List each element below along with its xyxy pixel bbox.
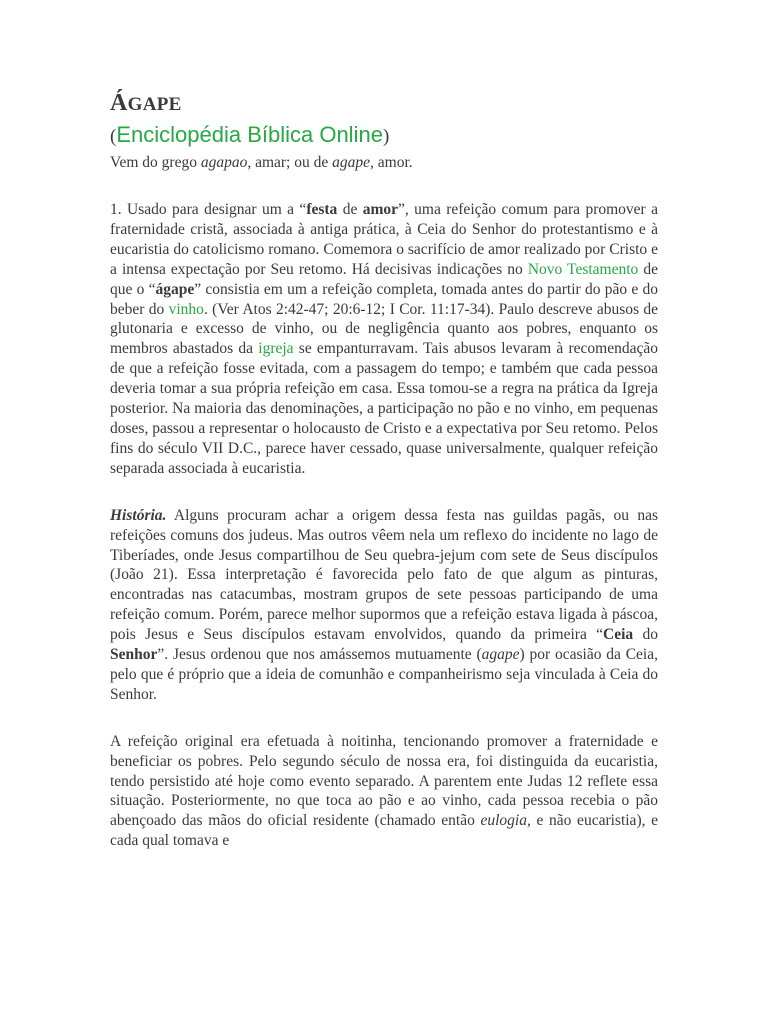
paren-close: ) xyxy=(382,126,390,147)
link-igreja[interactable]: igreja xyxy=(258,340,294,358)
paragraph-text: do xyxy=(633,626,658,644)
greek-term-agape: agape xyxy=(332,154,371,171)
paragraph-text: , e não eucaristia), e cada qual tomava e xyxy=(110,812,658,850)
article-title xyxy=(110,86,658,122)
term-agape-italic: agape xyxy=(481,646,520,664)
paragraph-text: ”, uma refeição comum para promover a fraternidade cristã, associada à antiga prática, à Ceia do Senhor do protestantismo e à eucaristia do catolicismo romano. Comemora o sacrifício de amor realizado por Cristo e a intensa expectação por Seu retomo. Há decisivas indicações no xyxy=(110,201,658,278)
link-vinho[interactable]: vinho xyxy=(168,300,204,318)
paragraph-text: de xyxy=(337,201,363,218)
term-festa: festa xyxy=(306,201,338,218)
paragraph-definition xyxy=(110,200,658,479)
term-ceia: Ceia xyxy=(603,626,634,644)
title-rest: GAPE xyxy=(127,94,182,115)
term-agape: ágape xyxy=(155,280,195,298)
history-label: História. xyxy=(110,506,167,524)
paragraph-text: . (Ver Atos 2:42-47; 20:6-12; I Cor. 11:17-34). Paulo descreve abusos de glutonaria e excesso de vinho, ou de negligência quanto aos pobres, enquanto os membros abastados da xyxy=(110,300,659,358)
title-initial: Á xyxy=(110,90,128,116)
paragraph-history xyxy=(110,506,658,705)
paren-open: ( xyxy=(110,126,117,147)
term-senhor: Senhor xyxy=(110,646,158,664)
paragraph-text: se empanturravam. Tais abusos levaram à recomendação de que a refeição fosse evitada, com a passagem do tempo; e também que cada pessoa deveria tomar a sua própria refeição em casa. Essa tomou-se a regra na prática da Igreja posterior. Na maioria das denominações, a participação no pão e no vinho, em pequenas doses, passou a representar o holocausto de Cristo e a expectativa por Seu retomo. Pelos fins do século VII D.C., parece haver cessado, quase universalmente, qualquer refeição separada associada à eucaristia. xyxy=(110,340,659,477)
etymology-text: , amar; ou de xyxy=(247,154,333,171)
paragraph-text: ”. Jesus ordenou que nos amássemos mutuamente ( xyxy=(157,646,482,664)
paragraph-text: ) por ocasião da Ceia, pelo que é próprio que a ideia de comunhão e companheirismo seja vinculada à Ceia do Senhor. xyxy=(110,646,658,703)
etymology-text: Vem do grego xyxy=(110,154,201,171)
link-novo-testamento[interactable]: Novo Testamento xyxy=(527,260,639,278)
paragraph-text: de que o “ xyxy=(110,260,658,298)
paragraph-text: A refeição original era efetuada à noitinha, tencionando promover a fraternidade e beneficiar os pobres. Pelo segundo século de nossa era, foi distinguida da eucaristia, tendo persistido até hoje como evento separado. A parentem ente Judas 12 reflete essa situação. Posteriormente, no que toca ao pão e ao vinho, cada pessoa recebia o pão abençoado das mãos do oficial residente (chamado então xyxy=(110,732,658,830)
source-line xyxy=(110,122,658,150)
term-amor: amor xyxy=(362,201,399,218)
paragraph-text: ” consistia em um a refeição completa, tomada antes do partir do pão e do beber do xyxy=(110,280,658,318)
greek-term-agapao: agapao xyxy=(200,154,248,171)
source-name: Enciclopédia Bíblica Online xyxy=(116,122,383,147)
etymology-line xyxy=(110,152,658,174)
paragraph-text: Alguns procuram achar a origem dessa festa nas guildas pagãs, ou nas refeições comuns dos judeus. Mas outros vêem nela um reflexo do incidente no lago de Tiberíades, onde Jesus compartilhou de Seu quebra-jejum com sete de Seus discípulos (João 21). Essa interpretação é favorecida pelo fato de que algum as pinturas, encontradas nas catacumbas, mostram grupos de sete pessoas participando de uma refeição comum. Porém, parece melhor supormos que a refeição estava ligada à páscoa, pois Jesus e Seus discípulos estavam envolvidos, quando da primeira “ xyxy=(110,506,658,644)
etymology-text: , amor. xyxy=(370,154,413,171)
article-body xyxy=(110,86,658,851)
paragraph-original-meal xyxy=(110,732,658,851)
term-eulogia: eulogia xyxy=(480,812,527,830)
paragraph-text: 1. Usado para designar um a “ xyxy=(110,201,307,218)
